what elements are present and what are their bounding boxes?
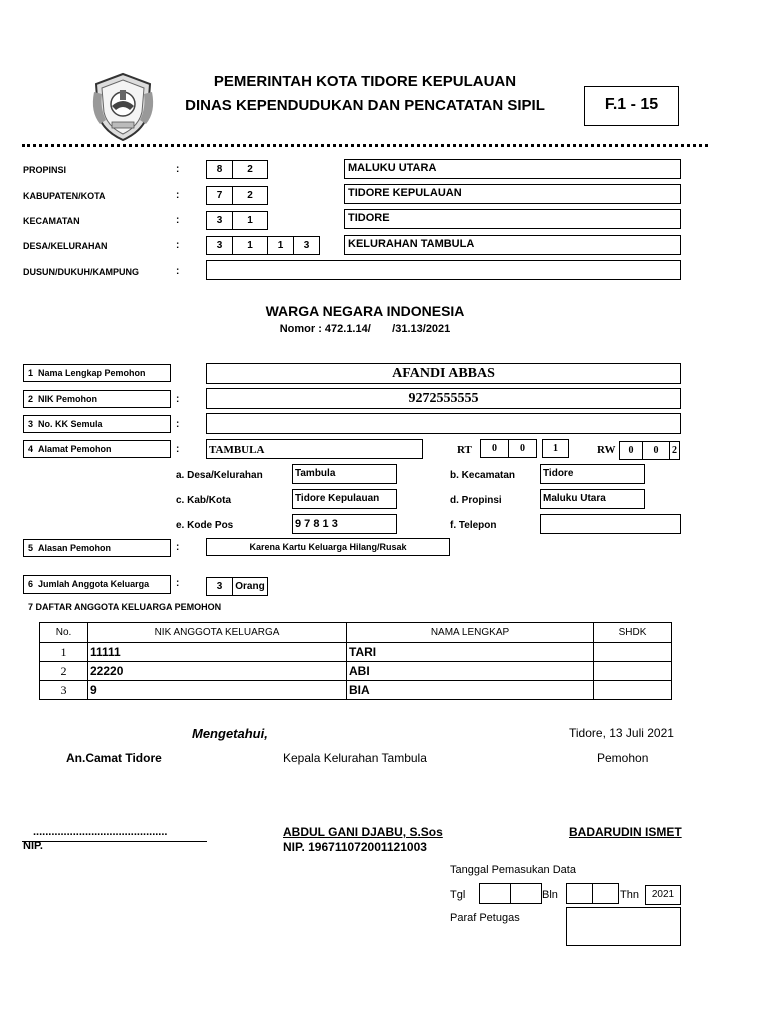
camat-title: An.Camat Tidore: [66, 751, 162, 765]
thn-box: 2021: [645, 885, 681, 905]
rw-digit: 0: [619, 441, 643, 460]
entry-title: Tanggal Pemasukan Data: [450, 864, 576, 876]
pemohon-title: Pemohon: [597, 751, 649, 765]
mengetahui-text: Mengetahui,: [192, 726, 268, 741]
region-code-cell: 1: [232, 236, 268, 255]
header-line-2: DINAS KEPENDUDUKAN DAN PENCATATAN SIPIL: [185, 97, 545, 114]
region-name-propinsi: MALUKU UTARA: [344, 159, 681, 179]
region-code-cell: 2: [232, 186, 268, 205]
telepon-field: [540, 514, 681, 534]
member-name: TARI: [347, 643, 594, 662]
kepala-name: ABDUL GANI DJABU, S.Sos: [283, 825, 443, 839]
member-nik: 11111: [88, 643, 347, 662]
reason-colon: :: [176, 542, 180, 553]
member-shdk: [594, 643, 672, 662]
desa-field: Tambula: [292, 464, 397, 484]
table-row: [40, 643, 672, 662]
region-colon: :: [176, 215, 180, 226]
camat-signature-dots: ............................................: [33, 826, 168, 838]
region-label-dusun: DUSUN/DUKUH/KAMPUNG: [23, 267, 139, 277]
members-header-shdk: SHDK: [594, 623, 672, 643]
member-name: ABI: [347, 662, 594, 681]
rw-digit: 2: [669, 441, 680, 460]
applicant-address-colon: :: [176, 444, 180, 455]
region-code-cell: 3: [206, 236, 233, 255]
members-title: 7 DAFTAR ANGGOTA KELUARGA PEMOHON: [28, 602, 222, 612]
region-name-kabupaten: TIDORE KEPULAUAN: [344, 184, 681, 204]
rw-label: RW: [597, 444, 616, 456]
region-code-cell: 7: [206, 186, 233, 205]
region-code-cell: 3: [206, 211, 233, 230]
family-count-unit: Orang: [232, 577, 268, 596]
member-no: 3: [40, 681, 88, 700]
region-colon: :: [176, 240, 180, 251]
rt-digit: 0: [480, 439, 509, 458]
members-header-nik: NIK ANGGOTA KELUARGA: [88, 623, 347, 643]
applicant-kk-field: [206, 413, 681, 434]
form-code-box: F.1 - 15: [584, 86, 679, 126]
region-name-kecamatan: TIDORE: [344, 209, 681, 229]
member-nik: 22220: [88, 662, 347, 681]
table-row: [40, 662, 672, 681]
header-divider: [22, 144, 708, 147]
region-name-desa: KELURAHAN TAMBULA: [344, 235, 681, 255]
telepon-label: f. Telepon: [450, 520, 497, 531]
applicant-nik-label: 2 NIK Pemohon: [23, 390, 171, 408]
document-number: Nomor : 472.1.14/ /31.13/2021: [279, 323, 451, 335]
family-count-colon: :: [176, 578, 180, 589]
region-label-kecamatan: KECAMATAN: [23, 216, 80, 226]
member-no: 1: [40, 643, 88, 662]
tgl-box: [479, 883, 511, 904]
bln-box: [566, 883, 593, 904]
table-row: [40, 681, 672, 700]
member-name: BIA: [347, 681, 594, 700]
item-number: 4: [28, 444, 34, 454]
members-header-no: No.: [40, 623, 88, 643]
region-label-propinsi: PROPINSI: [23, 165, 67, 175]
bln-label: Bln: [542, 889, 558, 901]
kodepos-label: e. Kode Pos: [176, 520, 234, 531]
item-number: 6: [28, 579, 34, 589]
applicant-nik-field: 9272555555: [206, 388, 681, 409]
reason-label: 5 Alasan Pemohon: [23, 539, 171, 557]
item-number: 5: [28, 543, 34, 553]
kab-field: Tidore Kepulauan: [292, 489, 397, 509]
applicant-name-label: 1 Nama Lengkap Pemohon: [23, 364, 171, 382]
applicant-kk-label: 3 No. KK Semula: [23, 415, 171, 433]
member-shdk: [594, 662, 672, 681]
header-line-1: PEMERINTAH KOTA TIDORE KEPULAUAN: [213, 73, 517, 90]
rw-digit: 0: [642, 441, 670, 460]
paraf-box: [566, 907, 681, 946]
member-no: 2: [40, 662, 88, 681]
kepala-title: Kepala Kelurahan Tambula: [283, 751, 427, 765]
item-number: 1: [28, 368, 34, 378]
region-colon: :: [176, 164, 180, 175]
camat-nip: NIP.: [23, 840, 43, 852]
city-emblem-logo: [90, 72, 156, 142]
kecamatan-field: Tidore: [540, 464, 645, 484]
place-date: Tidore, 13 Juli 2021: [569, 726, 674, 740]
region-code-cell: 1: [232, 211, 268, 230]
rt-digit: 0: [508, 439, 537, 458]
applicant-kk-colon: :: [176, 419, 180, 430]
region-code-cell: 1: [267, 236, 294, 255]
region-colon: :: [176, 190, 180, 201]
document-title: WARGA NEGARA INDONESIA: [265, 303, 465, 319]
rt-digit: 1: [542, 439, 569, 458]
tgl-label: Tgl: [450, 889, 466, 901]
member-shdk: [594, 681, 672, 700]
member-nik: 9: [88, 681, 347, 700]
applicant-name-field: AFANDI ABBAS: [206, 363, 681, 384]
region-code-cell: 3: [293, 236, 320, 255]
desa-label: a. Desa/Kelurahan: [176, 470, 263, 481]
thn-label: Thn: [620, 889, 639, 901]
propinsi-field: Maluku Utara: [540, 489, 645, 509]
rt-label: RT: [457, 444, 472, 456]
region-label-kabupaten: KABUPATEN/KOTA: [23, 191, 106, 201]
item-number: 3: [28, 419, 34, 429]
tgl-box: [510, 883, 542, 904]
item-number: 2: [28, 394, 34, 404]
region-code-cell: 2: [232, 160, 268, 179]
kab-label: c. Kab/Kota: [176, 495, 232, 506]
paraf-label: Paraf Petugas: [450, 912, 520, 924]
kodepos-field: 9 7 8 1 3: [292, 514, 397, 534]
bln-box: [592, 883, 619, 904]
camat-signature-line: [22, 841, 207, 842]
applicant-address-label: 4 Alamat Pemohon: [23, 440, 171, 458]
applicant-address-field: TAMBULA: [206, 439, 423, 459]
family-count-label: 6 Jumlah Anggota Keluarga: [23, 575, 171, 594]
pemohon-name: BADARUDIN ISMET: [569, 825, 682, 839]
members-header-name: NAMA LENGKAP: [347, 623, 594, 643]
family-count-value: 3: [206, 577, 233, 596]
applicant-nik-colon: :: [176, 394, 180, 405]
region-code-cell: 8: [206, 160, 233, 179]
kecamatan-label: b. Kecamatan: [450, 470, 516, 481]
region-name-dusun: [206, 260, 681, 280]
region-label-desa: DESA/KELURAHAN: [23, 241, 108, 251]
members-table: [39, 622, 672, 700]
propinsi-label: d. Propinsi: [450, 495, 502, 506]
kepala-nip: NIP. 196711072001121003: [283, 840, 427, 854]
reason-field: Karena Kartu Keluarga Hilang/Rusak: [206, 538, 450, 556]
region-colon: :: [176, 266, 180, 277]
